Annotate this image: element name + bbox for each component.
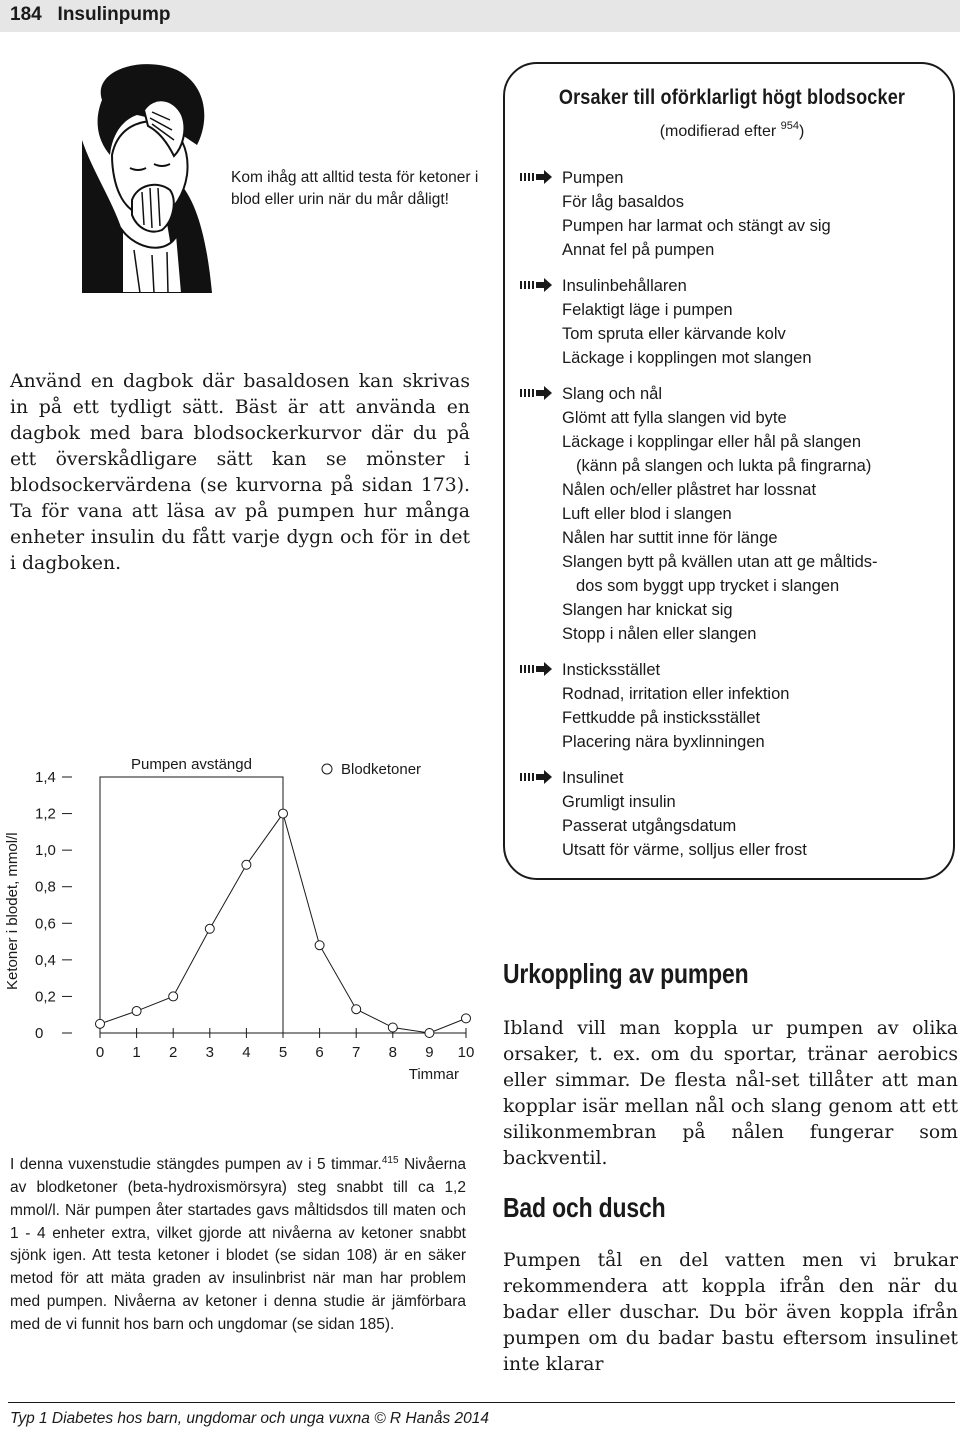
cause-group-heading: Slang och nål	[562, 385, 662, 403]
cause-item: (känn på slangen och lukta på fingrarna)	[576, 457, 872, 475]
x-tick-label: 0	[95, 1044, 105, 1061]
x-tick-label: 9	[425, 1044, 434, 1061]
cause-group	[520, 766, 950, 862]
page-footer: Typ 1 Diabetes hos barn, ungdomar och unga vuxna © R Hanås 2014	[10, 1410, 490, 1427]
cause-item: Grumligt insulin	[562, 793, 676, 811]
cause-group-heading: Insulinet	[562, 769, 624, 787]
y-axis-label: Ketoner i blodet, mmol/l	[4, 832, 21, 990]
cause-item: För låg basaldos	[562, 193, 684, 211]
ketone-point	[425, 1029, 434, 1038]
legend-label: Blodketoner	[341, 761, 422, 778]
x-tick-label: 8	[388, 1044, 397, 1061]
cause-group	[520, 274, 950, 370]
page-header-text	[10, 4, 170, 26]
cause-item: Annat fel på pumpen	[562, 241, 715, 259]
section-title: Insulinpump	[57, 4, 171, 25]
y-tick-label: 1,2	[35, 805, 56, 823]
ketone-point	[315, 941, 324, 950]
x-tick-label: 4	[242, 1044, 251, 1061]
ketone-point	[279, 809, 288, 818]
y-tick-label: 0,4	[35, 951, 56, 969]
heading-bad: Bad och dusch	[503, 1192, 666, 1223]
cause-group-heading: Insulinbehållaren	[562, 277, 687, 295]
x-tick-label: 7	[352, 1044, 361, 1061]
arrow-icon	[520, 386, 552, 400]
ketone-point	[388, 1023, 397, 1032]
cause-item: Felaktigt läge i pumpen	[562, 301, 733, 319]
cause-group	[520, 382, 950, 646]
caption-text-1: I denna vuxenstudie stängdes pumpen av i 5 timmar.	[10, 1156, 382, 1174]
paragraph-bad: Pumpen tål en del vatten men vi brukar rekommendera att koppla ifrån den när du badar eller duschar. Du bör även koppla ifrån pumpen om du badar bastu eftersom insulinet inte klarar	[503, 1250, 958, 1375]
cause-item: Tom spruta eller kärvande kolv	[562, 325, 786, 343]
y-tick-label: 0	[35, 1025, 44, 1042]
cause-item: Slangen bytt på kvällen utan att ge måltids-	[562, 553, 878, 571]
legend-marker	[322, 764, 332, 774]
x-tick-label: 2	[169, 1044, 178, 1061]
caption-reference: 415	[381, 1155, 399, 1166]
y-tick-label: 1,4	[35, 769, 56, 786]
worried-person-illustration	[82, 60, 212, 293]
cause-item: Glömt att fylla slangen vid byte	[562, 409, 787, 427]
footer-divider	[8, 1402, 955, 1403]
cause-item: Rodnad, irritation eller infektion	[562, 685, 790, 703]
cause-item: Fettkudde på insticksstället	[562, 709, 761, 727]
cause-item: Läckage i kopplingar eller hål på slangen	[562, 433, 862, 451]
pump-off-bracket	[100, 777, 283, 1033]
page-number: 184	[10, 4, 42, 25]
x-tick-label: 3	[205, 1044, 214, 1061]
subtitle-post: )	[798, 123, 805, 140]
cause-group	[520, 658, 950, 754]
arrow-icon	[520, 170, 552, 184]
ketone-point	[96, 1019, 105, 1028]
cause-item: Pumpen har larmat och stängt av sig	[562, 217, 831, 235]
x-tick-label: 1	[132, 1044, 141, 1061]
cause-item: Utsatt för värme, solljus eller frost	[562, 841, 807, 859]
pump-off-annotation: Pumpen avstängd	[131, 756, 252, 773]
cause-group	[520, 166, 950, 262]
arrow-icon	[520, 278, 552, 292]
ketone-chart	[0, 740, 490, 1090]
x-tick-label: 10	[457, 1044, 475, 1061]
x-tick-label: 6	[315, 1044, 324, 1061]
cause-group-heading: Pumpen	[562, 169, 624, 187]
x-tick-label: 5	[278, 1044, 288, 1061]
y-tick-label: 0,2	[35, 988, 56, 1006]
subtitle-pre: (modifierad efter	[659, 123, 781, 140]
cause-item: Passerat utgångsdatum	[562, 817, 737, 835]
causes-box-title: Orsaker till oförklarligt högt blodsocker	[558, 86, 906, 109]
ketone-point	[169, 992, 178, 1001]
chart-caption	[10, 1150, 466, 1337]
causes-list	[520, 166, 950, 874]
ketone-point	[352, 1005, 361, 1014]
cause-item: Placering nära byxlinningen	[562, 733, 765, 751]
ketone-point	[205, 924, 214, 933]
arrow-icon	[520, 662, 552, 676]
y-tick-label: 1,0	[35, 842, 56, 860]
cause-item: Slangen har knickat sig	[562, 601, 733, 619]
subtitle-reference: 954	[780, 120, 799, 132]
cause-item: dos som byggt upp trycket i slangen	[576, 577, 840, 595]
caption-text-2: Nivåerna av blodketoner (beta-hydroxismörsyra) steg snabbt till ca 1,2 mmol/l. När pumpen åter startades gavs måltidsdos till maten och 1 - 4 enheter extra, vilket gjorde att nivåerna av ketoner snabbt sjönk igen. Att testa ketoner i blodet (se sidan 108) är en säker metod för att mäta graden av insulinbrist när man har problem med pumpen. Nivåerna av ketoner i denna studie är jämförbara med de vi funnit hos barn och ungdomar (se sidan 185).	[10, 1156, 466, 1333]
x-axis-label: Timmar	[408, 1066, 459, 1083]
ketone-point	[462, 1014, 471, 1023]
intro-paragraph: Använd en dagbok där basaldosen kan skrivas in på ett tydligt sätt. Bäst är att använda en dagbok med bara blodsockerkurvor där du på ett överskådligare sätt kan se mönster i blodsockervärdena (se kurvorna på sidan 173). Ta för vana att läsa av på pumpen hur många enheter insulin du fått varje dygn och för in det i dagboken.	[10, 371, 470, 574]
cause-item: Nålen har suttit inne för länge	[562, 529, 778, 547]
cause-item: Nålen och/eller plåstret har lossnat	[562, 481, 817, 499]
cause-item: Stopp i nålen eller slangen	[562, 625, 757, 643]
y-tick-label: 0,6	[35, 915, 56, 933]
causes-box-subtitle	[503, 120, 960, 141]
cause-item: Läckage i kopplingen mot slangen	[562, 349, 812, 367]
y-tick-label: 0,8	[35, 878, 56, 896]
paragraph-urkoppling: Ibland vill man koppla ur pumpen av olika orsaker, t. ex. om du sportar, tränar aerobics eller simmar. De flesta nål-set tillåter att man kopplar isär mellan nål och slang genom att ett silikonmembran på nålen fungerar som backventil.	[503, 1018, 958, 1169]
ketone-point	[242, 860, 251, 869]
ketone-point	[132, 1007, 141, 1016]
arrow-icon	[520, 770, 552, 784]
cause-group-heading: Insticksstället	[562, 661, 661, 679]
heading-urkoppling: Urkoppling av pumpen	[503, 958, 749, 989]
reminder-text: Kom ihåg att alltid testa för ketoner i blod eller urin när du mår dåligt!	[231, 169, 479, 208]
cause-item: Luft eller blod i slangen	[562, 505, 732, 523]
